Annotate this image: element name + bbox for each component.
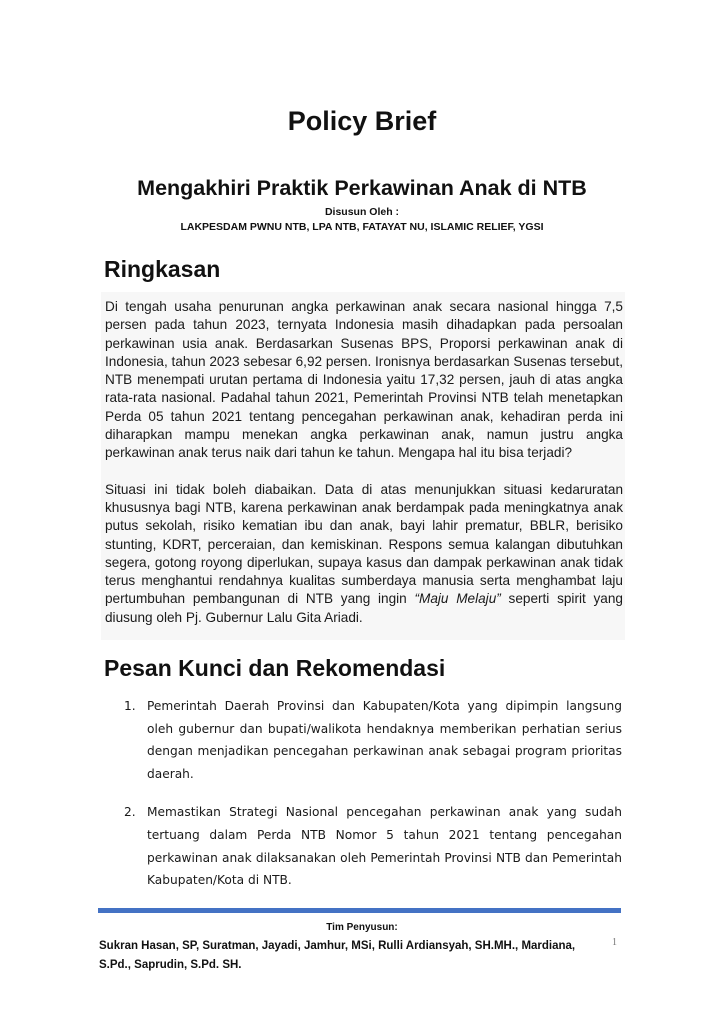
team-names: Sukran Hasan, SP, Suratman, Jayadi, Jamhur, MSi, Rulli Ardiansyah, SH.MH., Mardiana, S.Pd., Saprudin, S.Pd. SH.	[99, 940, 576, 971]
composing-organizations: LAKPESDAM PWNU NTB, LPA NTB, FATAYAT NU, ISLAMIC RELIEF, YGSI	[180, 221, 544, 233]
team-label: Tim Penyusun:	[326, 922, 398, 933]
recommendation-text: Memastikan Strategi Nasional pencegahan perkawinan anak yang sudah tertuang dalam Perda NTB Nomor 5 tahun 2021 tentang pencegahan perkawinan anak dilaksanakan oleh Pemerintah Provinsi NTB dan Pemerintah Kabupaten/Kota di NTB.	[147, 805, 622, 888]
summary-heading: Ringkasan	[104, 256, 221, 282]
recommendations-list	[120, 695, 622, 908]
recommendation-item	[120, 801, 622, 891]
recommendations-heading: Pesan Kunci dan Rekomendasi	[104, 655, 446, 681]
summary-paragraph-1: Di tengah usaha penurunan angka perkawinan anak secara nasional hingga 7,5 persen pada tahun 2023, ternyata Indonesia masih dihadapkan pada persoalan perkawinan usia anak. Berdasarkan Susenas BPS, Proporsi perkawinan anak di Indonesia, tahun 2023 sebesar 6,92 persen. Ironisnya berdasarkan Susenas tersebut, NTB menempati urutan pertama di Indonesia yaitu 17,32 persen, jauh di atas angka rata-rata nasional. Padahal tahun 2021, Pemerintah Provinsi NTB telah menetapkan Perda 05 tahun 2021 tentang pencegahan perkawinan anak, kehadiran perda ini diharapkan mampu menekan angka perkawinan anak, namun justru angka perkawinan anak terus naik dari tahun ke tahun. Mengapa hal itu bisa terjadi?	[105, 299, 623, 461]
summary-paragraph-2	[105, 481, 623, 627]
recommendation-number: 2.	[124, 805, 136, 820]
summary-paragraph-2-end: seperti spirit yang diusung oleh Pj. Gubernur Lalu Gita Ariadi.	[105, 591, 623, 625]
recommendation-item	[120, 695, 622, 785]
recommendation-number: 1.	[124, 699, 136, 713]
footer-divider	[98, 908, 621, 913]
document-subtitle: Mengakhiri Praktik Perkawinan Anak di NTB	[137, 176, 587, 200]
recommendation-text: Pemerintah Daerah Provinsi dan Kabupaten/Kota yang dipimpin langsung oleh gubernur dan bupati/walikota hendaknya memberikan perhatian serius dengan menjadikan pencegahan perkawinan anak sebagai program prioritas daerah.	[147, 699, 622, 781]
maju-melaju-quote: “Maju Melaju”	[414, 591, 501, 607]
composed-by-label: Disusun Oleh :	[324, 206, 400, 218]
page-title: Policy Brief	[287, 106, 437, 136]
summary-paragraph-2-main: Situasi ini tidak boleh diabaikan. Data di atas menunjukkan situasi kedaruratan khususnya bagi NTB, karena perkawinan anak berdampak pada meningkatnya anak putus sekolah, risiko kematian ibu dan anak, bayi lahir prematur, BBLR, berisiko stunting, KDRT, perceraian, dan kemiskinan. Respons semua kalangan dibutuhkan segera, gotong royong diperlukan, supaya kasus dan dampak perkawinan anak tidak terus menghantui rendahnya kualitas sumberdaya manusia serta menghambat laju pertumbuhan pembangunan di NTB yang ingin	[105, 481, 623, 607]
summary-box	[101, 292, 625, 640]
page-number: 1	[612, 937, 617, 948]
